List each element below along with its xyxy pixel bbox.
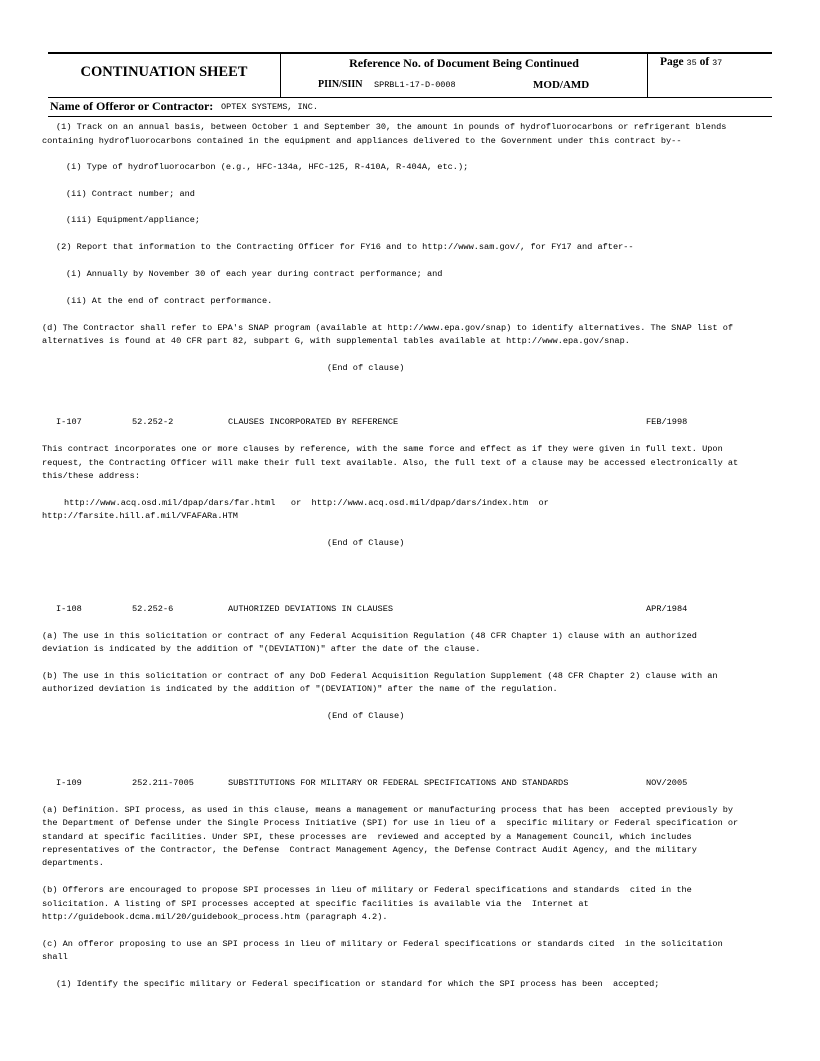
paragraph-line: standard at specific facilities. Under SPI, these processes are reviewed and accepted by a Management Council, which includes xyxy=(42,832,692,842)
header-bottom-rule xyxy=(48,116,772,117)
paragraph-line: (1) Identify the specific military or Federal specification or standard for which the SPI process has been accepted; xyxy=(56,979,660,989)
paragraph-line: (1) Track on an annual basis, between October 1 and September 30, the amount in pounds of hydrofluorocarbons or refrigerant blends xyxy=(56,122,727,132)
paragraph-line: (a) The use in this solicitation or contract of any Federal Acquisition Regulation (48 CFR Chapter 1) clause with an authorized xyxy=(42,631,697,641)
clause-id: I-109 xyxy=(56,778,82,788)
offeror-label: Name of Offeror or Contractor: xyxy=(50,99,214,113)
paragraph-line: (c) An offeror proposing to use an SPI process in lieu of military or Federal specifications or standards cited in the solicitation xyxy=(42,939,723,949)
paragraph-line: (2) Report that information to the Contracting Officer for FY16 and to http://www.sam.gov/, for FY17 and after-- xyxy=(56,242,634,252)
paragraph-line: authorized deviation is indicated by the addition of "(DEVIATION)" after the name of the regulation. xyxy=(42,684,558,694)
header-top-rule xyxy=(48,52,772,54)
paragraph-line: (ii) At the end of contract performance. xyxy=(66,296,273,306)
page-number: 35 xyxy=(686,58,697,68)
page-label: Page xyxy=(660,56,684,68)
clause-number: 52.252-6 xyxy=(132,604,174,614)
clause-title: CLAUSES INCORPORATED BY REFERENCE xyxy=(228,417,399,427)
paragraph-line: http://guidebook.dcma.mil/20/guidebook_process.htm (paragraph 4.2). xyxy=(42,912,388,922)
clause-number: 252.211-7005 xyxy=(132,778,194,788)
clause-id: I-108 xyxy=(56,604,82,614)
paragraph-line: (i) Type of hydrofluorocarbon (e.g., HFC-134a, HFC-125, R-410A, R-404A, etc.); xyxy=(66,162,469,172)
clause-date: FEB/1998 xyxy=(646,417,688,427)
page-indicator xyxy=(660,56,722,68)
reference-title: Reference No. of Document Being Continued xyxy=(349,56,579,70)
reference-urls: http://www.acq.osd.mil/dpap/dars/far.html or http://www.acq.osd.mil/dpap/dars/index.htm or xyxy=(64,498,549,508)
header-middle-rule xyxy=(48,97,772,98)
clause-id: I-107 xyxy=(56,417,82,427)
clause-title: SUBSTITUTIONS FOR MILITARY OR FEDERAL SPECIFICATIONS AND STANDARDS xyxy=(228,778,569,788)
paragraph-line: This contract incorporates one or more clauses by reference, with the same force and effect as if they were given in full text. Upon xyxy=(42,444,723,454)
paragraph-line: alternatives is found at 40 CFR part 82, subpart G, with supplemental tables available at http://www.epa.gov/snap. xyxy=(42,336,630,346)
paragraph-line: deviation is indicated by the addition of "(DEVIATION)" after the date of the clause. xyxy=(42,644,481,654)
paragraph-line: (b) Offerors are encouraged to propose SPI processes in lieu of military or Federal specifications and standards cited in the xyxy=(42,885,692,895)
mod-amd-label: MOD/AMD xyxy=(533,79,590,91)
end-of-clause: (End of Clause) xyxy=(327,711,405,721)
paragraph-line: containing hydrofluorocarbons contained in the equipment and appliances delivered to the Government under this contract by-- xyxy=(42,136,682,146)
paragraph-line: departments. xyxy=(42,858,104,868)
paragraph-line: (b) The use in this solicitation or contract of any DoD Federal Acquisition Regulation Supplement (48 CFR Chapter 2) clause with an xyxy=(42,671,718,681)
piin-value: SPRBL1-17-D-0008 xyxy=(374,80,456,90)
end-of-clause: (End of Clause) xyxy=(327,538,405,548)
paragraph-line: representatives of the Contractor, the Defense Contract Management Agency, the Defense Contract Audit Agency, and the military xyxy=(42,845,697,855)
clause-date: APR/1984 xyxy=(646,604,688,614)
paragraph-line: the Department of Defense under the Single Process Initiative (SPI) for use in lieu of a specific military or Federal specification or xyxy=(42,818,739,828)
piin-label: PIIN/SIIN xyxy=(318,79,363,90)
end-of-clause: (End of clause) xyxy=(327,363,405,373)
page-total: 37 xyxy=(712,58,723,68)
page-of-label: of xyxy=(699,56,710,68)
paragraph-line: (d) The Contractor shall refer to EPA's SNAP program (available at http://www.epa.gov/snap) to identify alternatives. The SNAP list of xyxy=(42,323,734,333)
clause-title: AUTHORIZED DEVIATIONS IN CLAUSES xyxy=(228,604,394,614)
paragraph-line: (a) Definition. SPI process, as used in this clause, means a management or manufacturing process that has been accepted previously by xyxy=(42,805,734,815)
paragraph-line: (ii) Contract number; and xyxy=(66,189,195,199)
paragraph-line: this/these address: xyxy=(42,471,140,481)
reference-url: http://farsite.hill.af.mil/VFAFARa.HTM xyxy=(42,511,238,521)
header-divider-right xyxy=(647,52,648,97)
paragraph-line: solicitation. A listing of SPI processes accepted at specific facilities is available via the Internet at xyxy=(42,899,589,909)
paragraph-line: (i) Annually by November 30 of each year during contract performance; and xyxy=(66,269,443,279)
offeror-value: OPTEX SYSTEMS, INC. xyxy=(221,102,318,112)
clause-date: NOV/2005 xyxy=(646,778,688,788)
paragraph-line: request, the Contracting Officer will make their full text available. Also, the full text of a clause may be accessed electronically at xyxy=(42,458,739,468)
paragraph-line: shall xyxy=(42,952,68,962)
clause-number: 52.252-2 xyxy=(132,417,174,427)
paragraph-line: (iii) Equipment/appliance; xyxy=(66,215,201,225)
continuation-sheet-title: CONTINUATION SHEET xyxy=(80,64,248,80)
